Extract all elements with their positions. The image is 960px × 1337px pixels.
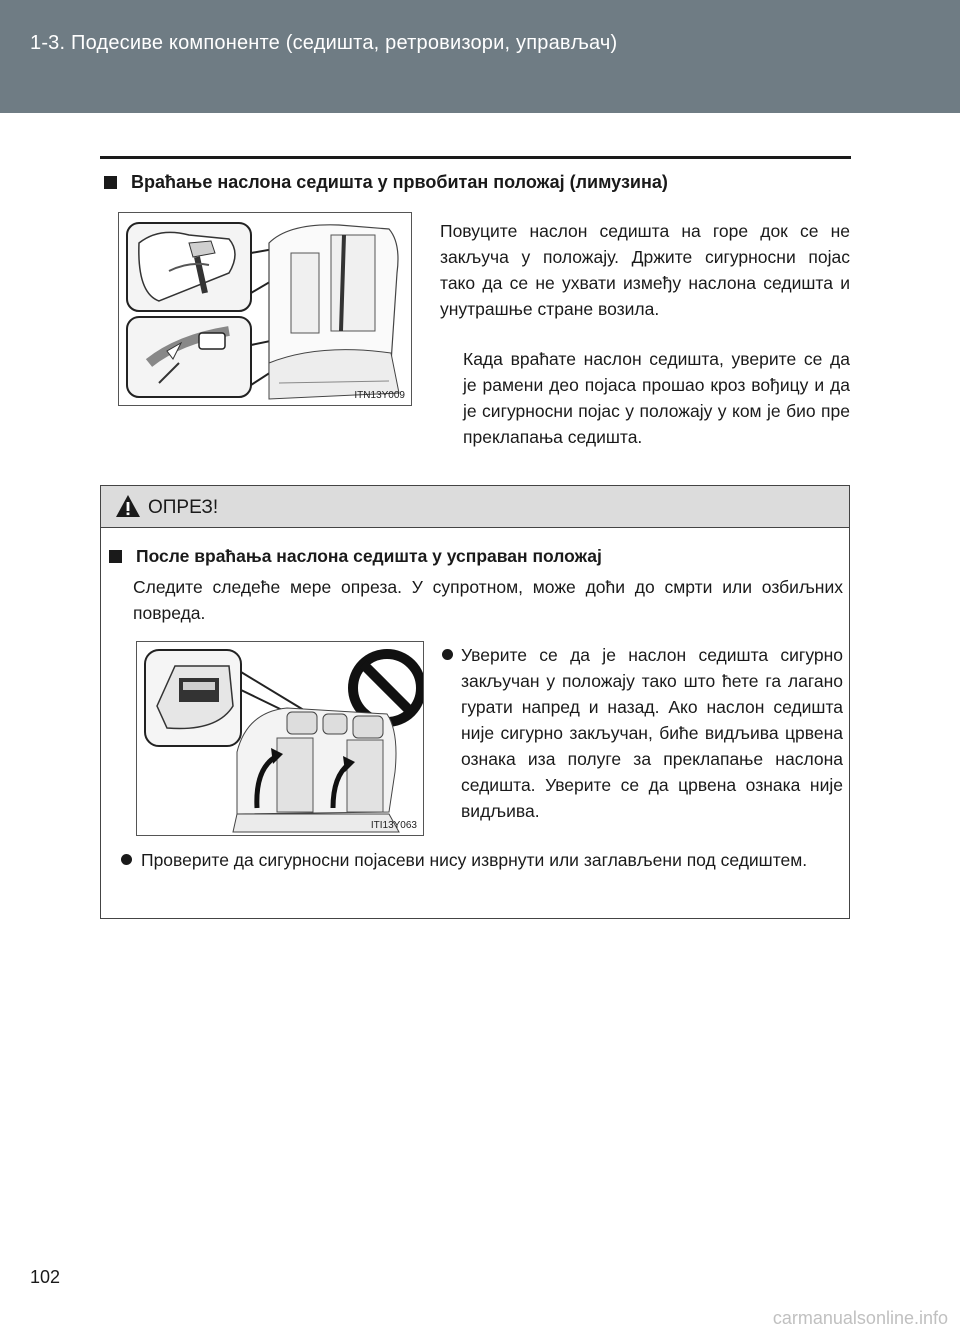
caution-title: ОПРЕЗ! xyxy=(148,497,219,518)
caution-bullet-lock-check: Уверите се да је наслон седишта сигурно закључан у положају тако што ћете га лагано гурати напред и назад. Ако наслон седишта није сигурно закључан, биће видљива црвена ознака иза полуге за преклапање наслона седишта. Уверите се да црвена ознака није видљива. xyxy=(461,645,843,821)
figure-code-label: ITI13Y063 xyxy=(370,820,417,831)
caution-subheading-text: После враћања наслона седишта у усправан положај xyxy=(136,546,602,566)
warning-triangle-icon xyxy=(115,494,141,518)
caution-intro: Следите следеће мере опреза. У супротном, може доћи до смрти или озбиљних повреда. xyxy=(133,577,843,623)
chapter-title: 1-3. Подесиве компоненте (седишта, ретровизори, управљач) xyxy=(30,32,618,54)
square-bullet-icon xyxy=(109,550,122,563)
caution-header xyxy=(101,486,849,528)
figure-code-label: ITN13Y009 xyxy=(354,390,405,401)
seatback-return-drawing xyxy=(119,213,411,405)
chapter-header-band xyxy=(0,0,960,113)
page-number: 102 xyxy=(30,1267,61,1287)
section-heading xyxy=(104,172,668,193)
bullet-icon xyxy=(121,854,132,865)
watermark: carmanualsonline.info xyxy=(772,1308,948,1328)
instruction-paragraph: Повуците наслон седишта на горе док се не закључа у положају. Држите сигурносни појас тако да се не ухвати између наслона седишта и унутрашње стране возила. xyxy=(440,221,850,319)
section-heading-text: Враћање наслона седишта у првобитан положај (лимузина) xyxy=(131,172,668,192)
section-divider xyxy=(100,156,851,159)
note-paragraph: Када враћате наслон седишта, уверите се да је рамени део појаса прошао кроз вођицу и да је сигурносни појас у положају у ком је био пре преклапања седишта. xyxy=(463,349,850,447)
caution-subheading xyxy=(109,546,602,567)
square-bullet-icon xyxy=(104,176,117,189)
seat-lock-illustration xyxy=(136,641,424,836)
caution-box xyxy=(100,485,850,919)
bullet-icon xyxy=(442,649,453,660)
caution-bullet-belt-check: Проверите да сигурносни појасеви нису изврнути или заглављени под седиштем. xyxy=(141,850,808,870)
seat-lock-drawing xyxy=(137,642,423,835)
seatback-return-illustration xyxy=(118,212,412,406)
